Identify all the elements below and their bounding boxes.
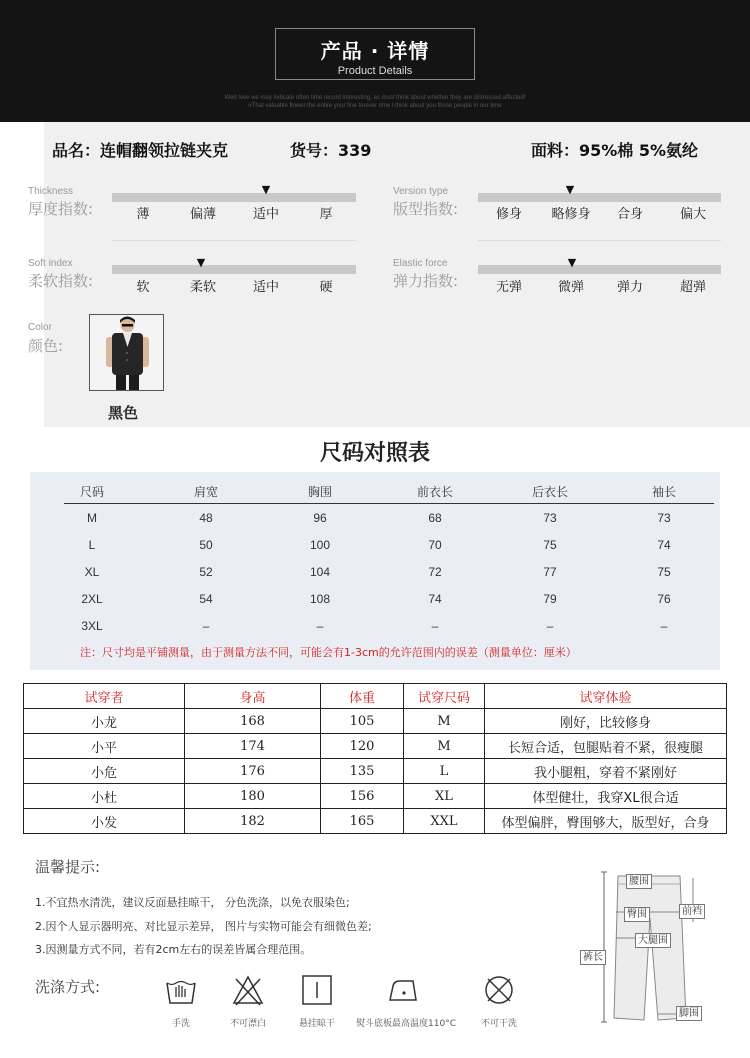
size-cell: 75: [657, 565, 671, 579]
version-option: 修身: [495, 207, 522, 222]
elastic-marker-icon: ▼: [567, 256, 577, 269]
size-cell: –: [660, 619, 668, 633]
tips-title: 温馨提示:: [35, 858, 101, 876]
wash-label: 不可漂白: [229, 1019, 266, 1029]
size-cell: –: [316, 619, 324, 633]
trial-cell: 刚好，比较修身: [485, 709, 727, 734]
trial-header-cell: 试穿尺码: [404, 684, 485, 709]
trial-cell: L: [404, 759, 485, 784]
size-header-cell: 尺码: [79, 485, 104, 499]
thickness-label-en: Thickness: [28, 186, 74, 197]
size-cell: 74: [657, 538, 671, 552]
hip-label: 臀围: [624, 907, 650, 922]
trial-cell: XL: [404, 784, 485, 809]
wash-label: 熨斗底板最高温度110°C: [356, 1019, 456, 1029]
size-cell: 74: [428, 592, 442, 606]
version-option: 合身: [616, 207, 643, 222]
thickness-option: 适中: [252, 207, 279, 222]
hang-dry-icon: [300, 973, 334, 1007]
soft-option: 软: [136, 280, 150, 295]
length-label: 裤长: [580, 950, 606, 965]
trial-cell: 182: [185, 809, 321, 834]
table-row: [24, 809, 727, 834]
hand-wash-icon: [164, 973, 198, 1007]
iron-icon: [387, 973, 421, 1007]
model-photo: [90, 315, 164, 391]
soft-option: 硬: [319, 280, 333, 295]
version-marker-icon: ▼: [565, 183, 575, 196]
trial-cell: 176: [185, 759, 321, 784]
trial-header-cell: 体重: [321, 684, 404, 709]
size-chart-title: 尺码对照表: [319, 441, 430, 466]
size-header-cell: 肩宽: [193, 485, 218, 499]
trial-cell: 168: [185, 709, 321, 734]
trial-header-cell: 身高: [185, 684, 321, 709]
trial-cell: 小龙: [24, 709, 185, 734]
version-option: 偏大: [679, 207, 706, 222]
table-row: [24, 759, 727, 784]
size-cell: 54: [199, 592, 213, 606]
table-row: [24, 734, 727, 759]
size-cell: 73: [657, 511, 671, 525]
trial-cell: 小危: [24, 759, 185, 784]
size-cell: 108: [309, 592, 331, 606]
trial-cell: 体型健壮，我穿XL很合适: [485, 784, 727, 809]
table-row: [24, 784, 727, 809]
size-cell: M: [87, 511, 97, 525]
fine-print-line: Wed love we may indicate often time record interesting, as must think about whether they are distressed affected!: [224, 95, 526, 101]
no-dry-clean-icon: [482, 973, 516, 1007]
trial-header-cell: 试穿体验: [485, 684, 727, 709]
size-cell: 3XL: [81, 619, 103, 633]
size-cell: 50: [199, 538, 213, 552]
thickness-scale: [112, 193, 356, 202]
wash-label: 手洗: [171, 1019, 190, 1029]
hem-label: 脚围: [676, 1006, 702, 1021]
trial-cell: 小平: [24, 734, 185, 759]
trial-cell: 我小腿粗，穿着不紧刚好: [485, 759, 727, 784]
trial-cell: M: [404, 709, 485, 734]
trial-header-row: [24, 684, 727, 709]
wash-label: 不可干洗: [480, 1019, 517, 1029]
soft-option: 柔软: [189, 280, 216, 295]
trial-cell: 180: [185, 784, 321, 809]
pants-measurement-diagram: [598, 868, 713, 1028]
thickness-option: 偏薄: [189, 207, 216, 222]
size-cell: 48: [199, 511, 213, 525]
size-cell: 73: [543, 511, 557, 525]
divider: [478, 240, 721, 241]
trial-cell: 小杜: [24, 784, 185, 809]
size-cell: 96: [313, 511, 327, 525]
color-name: 黑色: [108, 404, 139, 422]
version-scale: [478, 193, 721, 202]
color-swatch-image[interactable]: [89, 314, 164, 391]
thickness-label-cn: 厚度指数:: [28, 200, 94, 218]
trial-cell: XXL: [404, 809, 485, 834]
page-title: 产品 · 详情: [320, 39, 430, 63]
fine-print-line: #That valuable flower the entire your fine forever time I think about you those people in our time: [248, 103, 502, 109]
divider: [112, 240, 356, 241]
thickness-option: 薄: [136, 207, 150, 222]
size-header-cell: 袖长: [651, 485, 676, 499]
elastic-option: 弹力: [616, 280, 643, 295]
no-bleach-icon: [231, 973, 265, 1007]
size-cell: L: [88, 538, 96, 552]
size-header-cell: 胸围: [307, 485, 332, 499]
wash-label: 悬挂晾干: [298, 1019, 335, 1029]
size-note: 注：尺寸均是平铺测量，由于测量方法不同，可能会有1-3cm的允许范围内的误差（测量单位：厘米）: [80, 646, 577, 659]
trial-cell: 120: [321, 734, 404, 759]
version-option: 略修身: [551, 207, 591, 222]
trial-cell: 174: [185, 734, 321, 759]
trial-cell: M: [404, 734, 485, 759]
size-header-cell: 后衣长: [531, 485, 568, 499]
soft-option: 适中: [252, 280, 279, 295]
elastic-option: 无弹: [495, 280, 522, 295]
waist-label: 腰围: [626, 874, 652, 889]
fabric: 面料：95%棉 5%氨纶: [531, 141, 699, 160]
size-cell: 52: [199, 565, 213, 579]
trial-cell: 小发: [24, 809, 185, 834]
size-cell: –: [431, 619, 439, 633]
size-cell: 104: [309, 565, 331, 579]
soft-label-cn: 柔软指数:: [28, 272, 94, 290]
size-cell: 2XL: [81, 592, 103, 606]
table-row: [24, 709, 727, 734]
thigh-label: 大腿围: [635, 933, 671, 948]
product-name: 品名：连帽翻领拉链夹克: [52, 141, 229, 160]
version-label-en: Version type: [393, 186, 449, 197]
size-cell: –: [202, 619, 210, 633]
size-cell: 100: [309, 538, 331, 552]
tip-item: 2.因个人显示器明亮、对比显示差异， 图片与实物可能会有细微色差;: [35, 920, 372, 933]
wash-title: 洗涤方式:: [35, 978, 101, 996]
trial-cell: 135: [321, 759, 404, 784]
size-header-rule: [64, 503, 714, 504]
elastic-label-cn: 弹力指数:: [393, 272, 459, 290]
size-cell: 68: [428, 511, 442, 525]
version-label-cn: 版型指数:: [393, 200, 459, 218]
tip-item: 1.不宜热水清洗，建议反面悬挂晾干， 分色洗涤，以免衣服染色;: [35, 896, 350, 909]
soft-label-en: Soft index: [28, 258, 73, 269]
size-cell: 72: [428, 565, 442, 579]
page-subtitle: Product Details: [337, 65, 413, 77]
size-cell: 70: [428, 538, 442, 552]
trial-cell: 长短合适，包腿贴着不紧，很瘦腿: [485, 734, 727, 759]
size-cell: 76: [657, 592, 671, 606]
tip-item: 3.因测量方式不同，若有2cm左右的误差皆属合理范围。: [35, 943, 312, 956]
size-chart-panel: [30, 472, 720, 670]
header-fine-print: [160, 94, 590, 110]
size-cell: –: [546, 619, 554, 633]
size-cell: 79: [543, 592, 557, 606]
trial-table: [23, 683, 727, 834]
trial-cell: 体型偏胖，臀围够大，版型好，合身: [485, 809, 727, 834]
thickness-option: 厚: [319, 207, 333, 222]
header-title-box: [275, 28, 475, 80]
trial-header-cell: 试穿者: [24, 684, 185, 709]
elastic-scale: [478, 265, 721, 274]
thickness-marker-icon: ▼: [261, 183, 271, 196]
soft-marker-icon: ▼: [196, 256, 206, 269]
elastic-option: 微弹: [557, 280, 584, 295]
size-cell: 75: [543, 538, 557, 552]
trial-cell: 165: [321, 809, 404, 834]
trial-cell: 105: [321, 709, 404, 734]
elastic-option: 超弹: [679, 280, 706, 295]
front-rise-label: 前裆: [679, 904, 705, 919]
size-cell: 77: [543, 565, 557, 579]
soft-scale: [112, 265, 356, 274]
item-number: 货号：339: [290, 141, 372, 160]
size-cell: XL: [84, 565, 100, 579]
elastic-label-en: Elastic force: [393, 258, 448, 269]
color-label-cn: 颜色:: [28, 337, 64, 355]
size-header-cell: 前衣长: [416, 485, 453, 499]
trial-cell: 156: [321, 784, 404, 809]
color-label-en: Color: [28, 322, 52, 333]
